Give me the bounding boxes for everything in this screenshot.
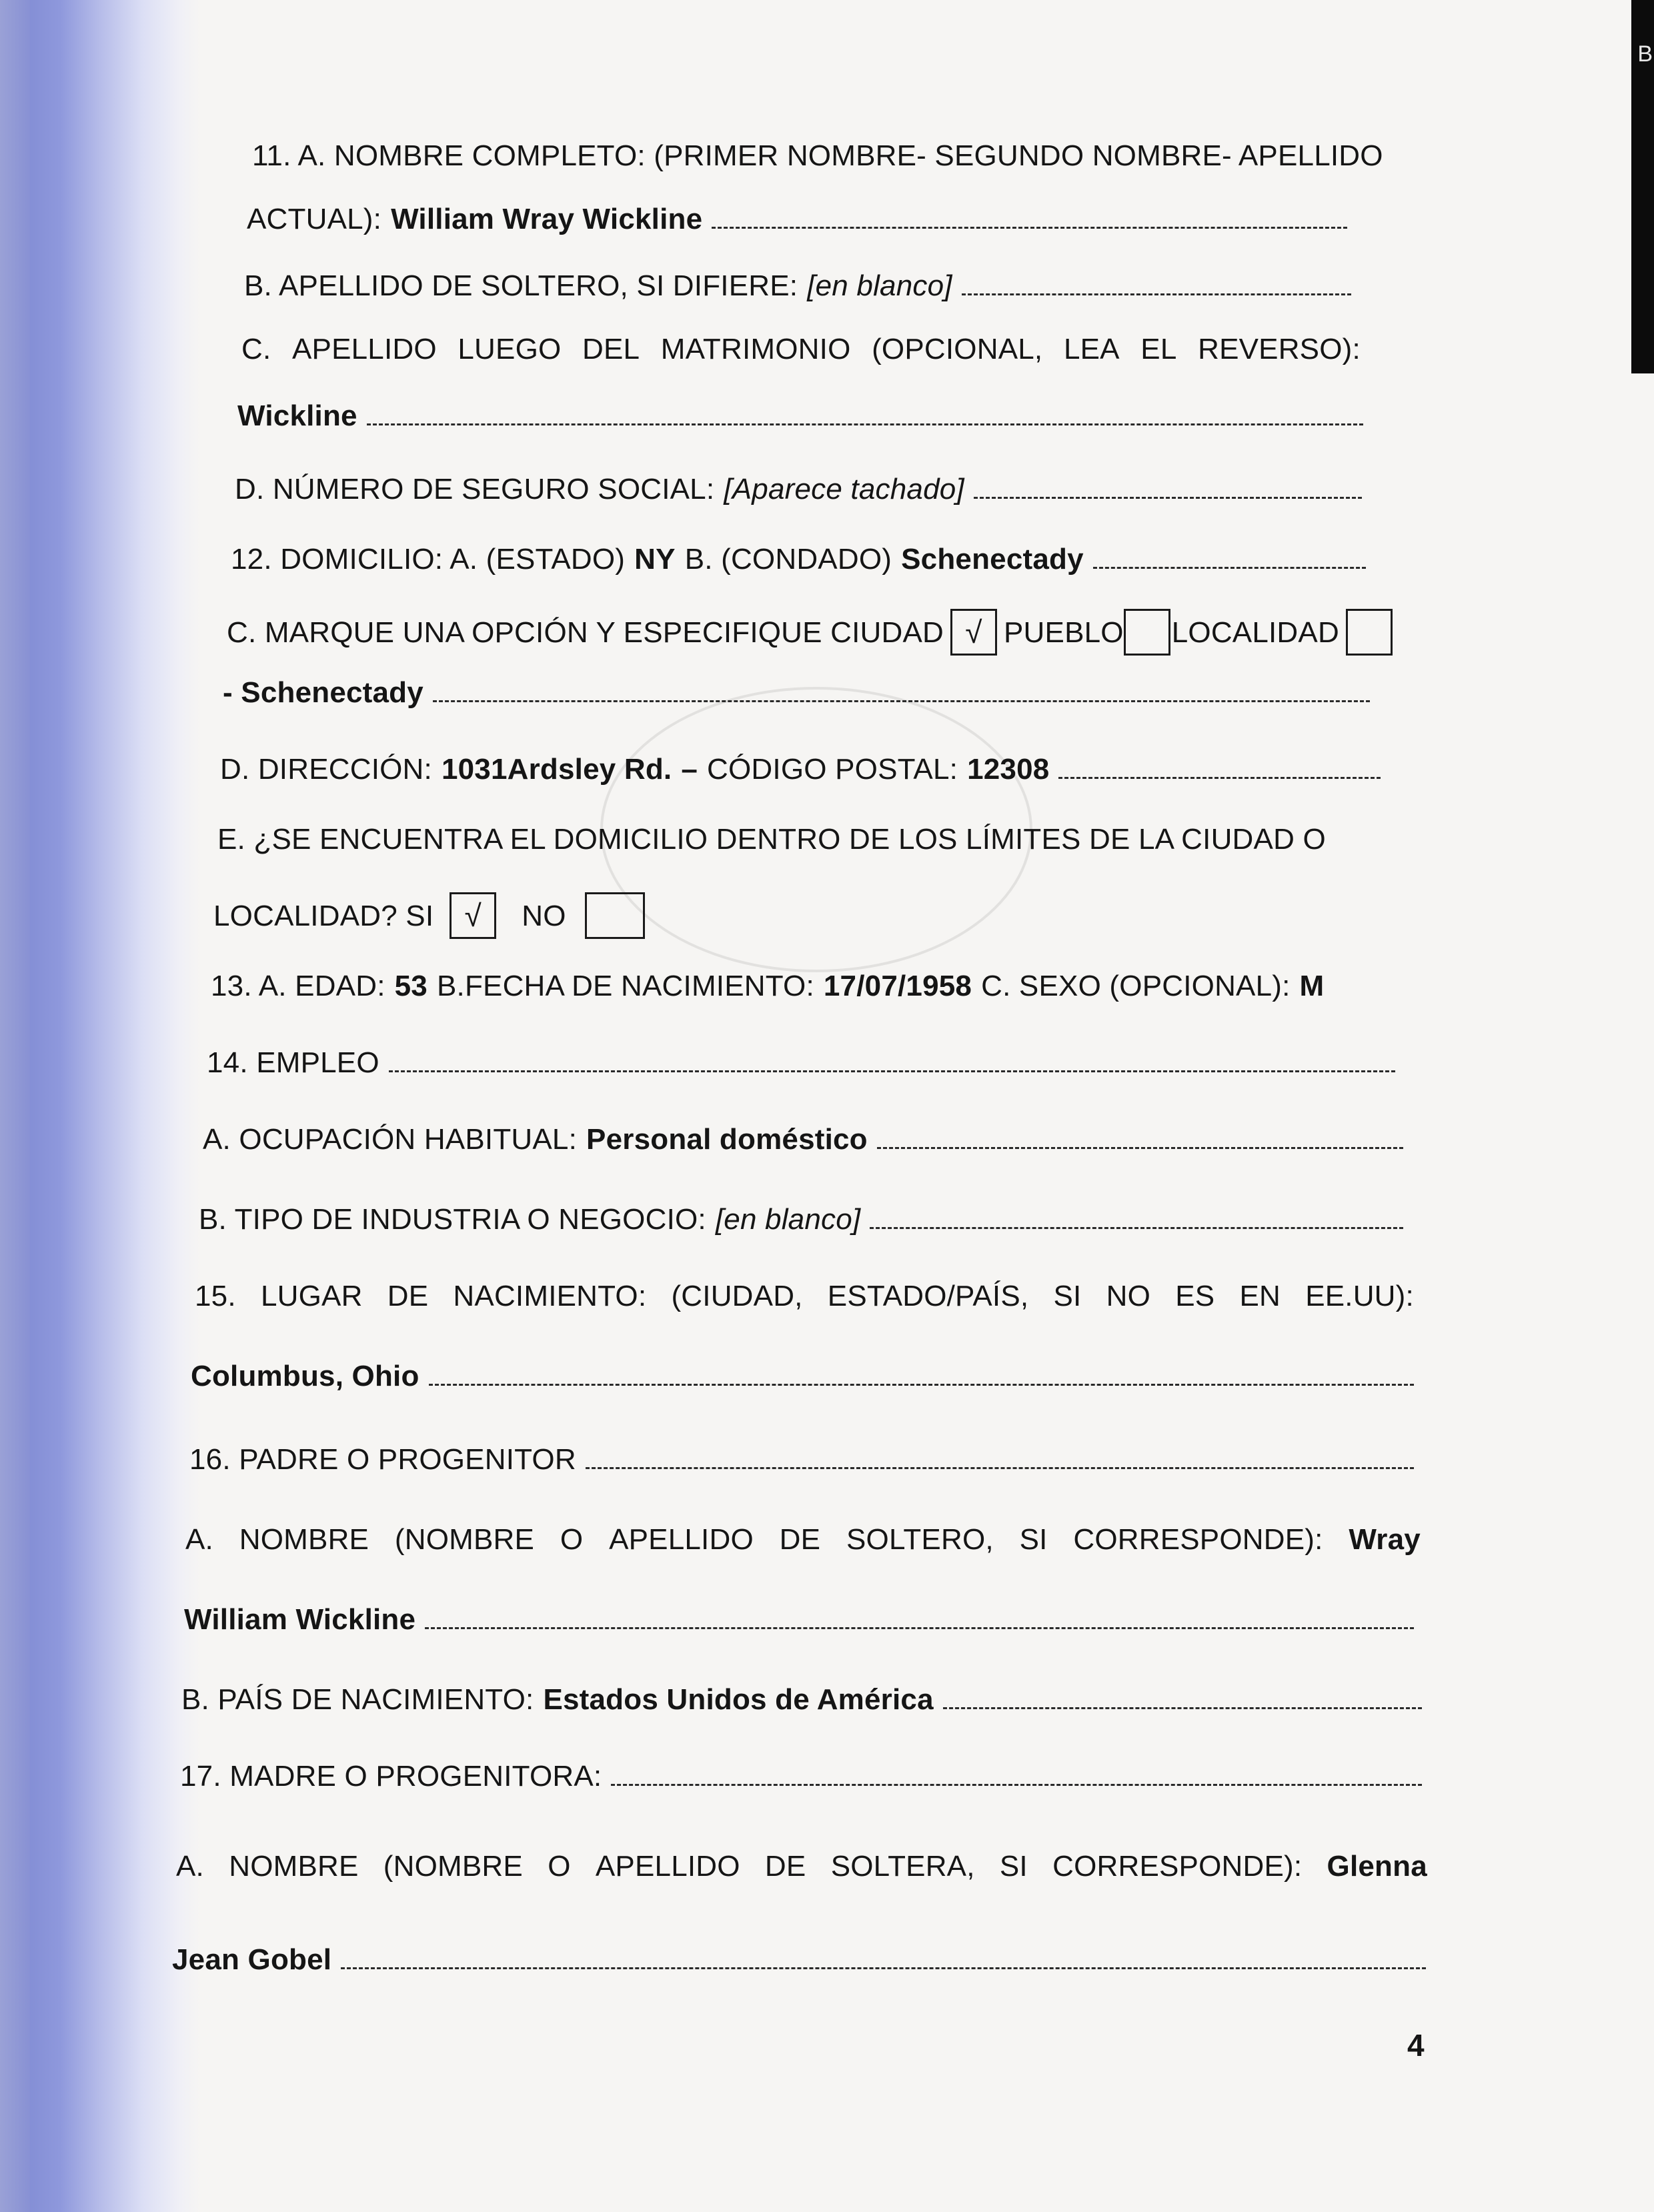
occupation-label: A. OCUPACIÓN HABITUAL: — [203, 1123, 578, 1156]
label-word: SI — [1019, 1523, 1048, 1556]
field-12d — [220, 740, 1381, 787]
label-word: SI — [1053, 1280, 1082, 1312]
fill-line — [341, 1967, 1426, 1969]
field-14 — [207, 1034, 1395, 1080]
label-word: (CIUDAD, — [671, 1280, 803, 1312]
father-birth-country-value: Estados Unidos de América — [543, 1683, 934, 1716]
label-word: O — [548, 1850, 571, 1883]
father-name-value: Wray — [1349, 1523, 1421, 1556]
field-15-label — [195, 1267, 1414, 1314]
checkbox-town[interactable] — [1124, 609, 1170, 656]
fill-line — [429, 1384, 1414, 1386]
field-16a-label — [185, 1510, 1421, 1557]
page-edge-left — [0, 0, 200, 2212]
field-13 — [211, 957, 1411, 1004]
fill-line — [974, 497, 1362, 499]
label-word: LEA — [1063, 333, 1120, 365]
field-11b — [244, 257, 1351, 303]
label-word: 15. — [195, 1280, 236, 1312]
field-17 — [180, 1747, 1422, 1794]
field-11a-label-cont: ACTUAL): — [247, 203, 382, 235]
label-word: ESTADO/PAÍS, — [827, 1280, 1029, 1312]
zip-label: CÓDIGO POSTAL: — [707, 753, 958, 786]
checkbox-inside-limits-yes[interactable]: √ — [450, 892, 496, 939]
label-word: C. — [241, 333, 271, 365]
label-word: (NOMBRE — [394, 1523, 535, 1556]
field-17a-label — [176, 1837, 1427, 1884]
fill-line — [425, 1627, 1414, 1629]
field-12c-value-line — [223, 664, 1370, 710]
field-11a-line1 — [252, 127, 1383, 173]
label-word: NOMBRE — [229, 1850, 359, 1883]
married-name-value: Wickline — [237, 399, 357, 432]
label-word: O — [560, 1523, 584, 1556]
label-word: EL — [1140, 333, 1177, 365]
label-word: EN — [1239, 1280, 1281, 1312]
label-word: SOLTERO, — [846, 1523, 994, 1556]
field-16b — [181, 1671, 1422, 1717]
label-word: NOMBRE — [239, 1523, 369, 1556]
fill-line — [389, 1070, 1395, 1072]
zip-value: 12308 — [967, 753, 1050, 786]
field-14a — [203, 1110, 1403, 1157]
residence-label: 12. DOMICILIO: A. (ESTADO) — [231, 543, 626, 576]
field-12e-line2 — [213, 887, 1214, 934]
ssn-value: [Aparece tachado] — [724, 473, 964, 505]
label-word: NO — [1106, 1280, 1151, 1312]
village-label: LOCALIDAD — [1171, 616, 1339, 649]
age-value: 53 — [394, 970, 428, 1002]
employment-label: 14. EMPLEO — [207, 1046, 379, 1079]
father-birth-country-label: B. PAÍS DE NACIMIENTO: — [181, 1683, 534, 1716]
label-word: LUEGO — [458, 333, 562, 365]
city-value: - Schenectady — [223, 676, 424, 709]
sex-value: M — [1299, 970, 1325, 1002]
no-label: NO — [522, 900, 566, 932]
field-11d — [235, 460, 1362, 507]
field-12e-label-cont: LOCALIDAD? SI — [213, 900, 434, 932]
label-word: A. — [176, 1850, 204, 1883]
father-label: 16. PADRE O PROGENITOR — [189, 1443, 576, 1476]
label-word: LUGAR — [260, 1280, 363, 1312]
field-12a — [231, 530, 1366, 577]
fill-line — [1093, 567, 1366, 569]
age-label: 13. A. EDAD: — [211, 970, 385, 1002]
county-label: B. (CONDADO) — [684, 543, 892, 576]
county-value: Schenectady — [901, 543, 1084, 576]
label-word: SOLTERA, — [830, 1850, 975, 1883]
state-value: NY — [634, 543, 676, 576]
label-word: APELLIDO — [291, 333, 437, 365]
field-11a-line2 — [247, 190, 1347, 237]
field-11c-label — [241, 320, 1361, 367]
label-word: ES — [1175, 1280, 1215, 1312]
label-word: CORRESPONDE): — [1052, 1850, 1303, 1883]
birthplace-value: Columbus, Ohio — [191, 1360, 420, 1392]
field-12c-label: C. MARQUE UNA OPCIÓN Y ESPECIFIQUE CIUDAD — [227, 616, 944, 649]
field-14b — [199, 1190, 1403, 1237]
field-17a-value-line — [172, 1931, 1426, 1977]
fill-line — [877, 1147, 1403, 1149]
industry-label: B. TIPO DE INDUSTRIA O NEGOCIO: — [199, 1203, 706, 1236]
sex-label: C. SEXO (OPCIONAL): — [981, 970, 1291, 1002]
edge-label: B — [1637, 41, 1653, 67]
field-16a-value-line — [184, 1590, 1414, 1637]
fill-line — [1058, 777, 1381, 779]
label-word: A. — [185, 1523, 213, 1556]
checkbox-inside-limits-no[interactable] — [585, 892, 645, 939]
fill-line — [712, 227, 1347, 229]
father-name-value-cont: William Wickline — [184, 1603, 416, 1636]
fill-line — [870, 1227, 1403, 1229]
address-label: D. DIRECCIÓN: — [220, 753, 432, 786]
label-word: (NOMBRE — [383, 1850, 523, 1883]
label-word: DEL — [582, 333, 640, 365]
full-name-value: William Wray Wickline — [391, 203, 703, 235]
page-edge-shadow — [0, 0, 30, 2212]
fill-line — [962, 293, 1351, 295]
label-word: DE — [779, 1523, 821, 1556]
fill-line — [611, 1784, 1422, 1786]
label-word: (OPCIONAL, — [872, 333, 1043, 365]
address-value: 1031Ardsley Rd. — [441, 753, 672, 786]
page-number: 4 — [1407, 2028, 1425, 2063]
fill-line — [943, 1707, 1422, 1709]
fill-line — [586, 1467, 1414, 1469]
label-word: EE.UU): — [1305, 1280, 1414, 1312]
field-15-value-line — [191, 1347, 1414, 1394]
mother-label: 17. MADRE O PROGENITORA: — [180, 1760, 602, 1793]
field-11a-label: 11. A. NOMBRE COMPLETO: (PRIMER NOMBRE- SEGUNDO NOMBRE- APELLIDO — [252, 139, 1383, 172]
field-16 — [189, 1430, 1414, 1477]
label-word: MATRIMONIO — [660, 333, 851, 365]
label-word: APELLIDO — [595, 1850, 740, 1883]
mother-name-value: Glenna — [1327, 1850, 1427, 1883]
field-12c — [227, 604, 1447, 650]
label-word: CORRESPONDE): — [1073, 1523, 1323, 1556]
mother-name-value-cont: Jean Gobel — [172, 1943, 332, 1976]
label-word: APELLIDO — [609, 1523, 754, 1556]
field-11c-value-line — [237, 387, 1363, 433]
occupation-value: Personal doméstico — [586, 1123, 868, 1156]
checkbox-city[interactable]: √ — [950, 609, 997, 656]
label-word: DE — [387, 1280, 429, 1312]
label-word: NACIMIENTO: — [453, 1280, 647, 1312]
field-11d-label: D. NÚMERO DE SEGURO SOCIAL: — [235, 473, 715, 505]
label-word: DE — [764, 1850, 806, 1883]
field-12e-line1 — [217, 810, 1398, 857]
dob-value: 17/07/1958 — [823, 970, 972, 1002]
dob-label: B.FECHA DE NACIMIENTO: — [436, 970, 814, 1002]
field-12e-label: E. ¿SE ENCUENTRA EL DOMICILIO DENTRO DE LOS LÍMITES DE LA CIUDAD O — [217, 823, 1326, 856]
address-separator: – — [681, 753, 698, 786]
maiden-name-value: [en blanco] — [807, 269, 952, 302]
fill-line — [367, 423, 1363, 425]
industry-value: [en blanco] — [715, 1203, 861, 1236]
checkbox-village[interactable] — [1346, 609, 1393, 656]
fill-line — [433, 700, 1370, 702]
label-word: SI — [999, 1850, 1028, 1883]
label-word: REVERSO): — [1198, 333, 1361, 365]
field-11b-label: B. APELLIDO DE SOLTERO, SI DIFIERE: — [244, 269, 798, 302]
town-label: PUEBLO — [1004, 616, 1124, 649]
